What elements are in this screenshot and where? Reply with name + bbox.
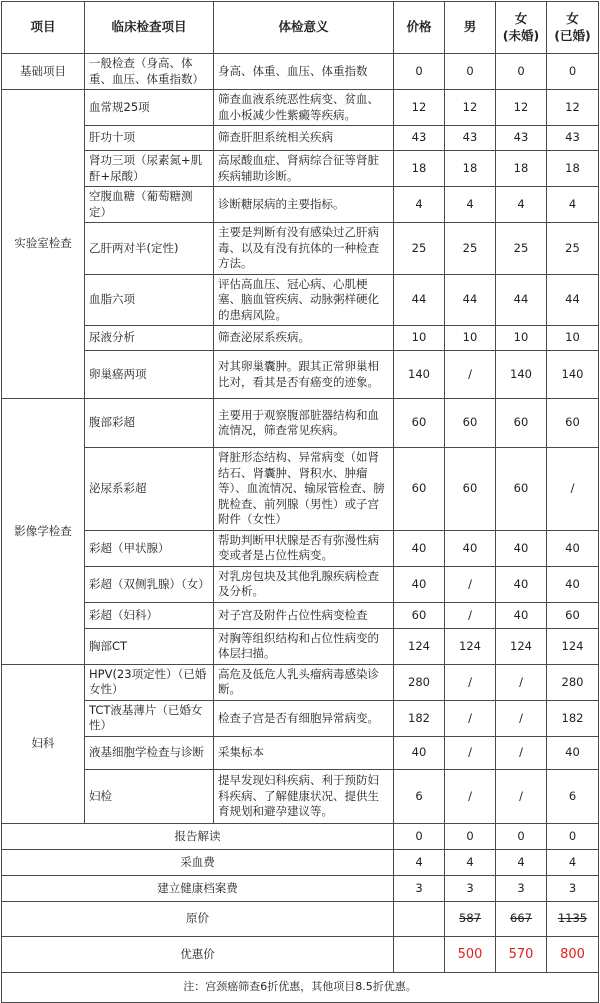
female-unmarried-price-cell: 18 [496,151,547,187]
service-label: 采血费 [2,849,394,875]
female-unmarried-price-cell: 4 [496,187,547,223]
group-name: 妇科 [2,664,85,823]
exam-meaning: 提早发现妇科疾病、利于预防妇科疾病、了解健康状况、提供生育规划和避孕建议等。 [214,769,394,823]
male-price-cell: 25 [445,223,496,275]
female-unmarried-price-cell: 12 [496,90,547,126]
price-cell: 40 [394,530,445,566]
female-married-price-cell: 3 [547,875,599,901]
table-row [2,351,599,399]
exam-meaning: 对其卵巢囊肿。跟其正常卵巢相比对，看其是否有癌变的迹象。 [214,351,394,399]
male-price-cell: 12 [445,90,496,126]
female-unmarried-price-cell: 43 [496,126,547,151]
table-body [2,54,599,1003]
price-cell: 25 [394,223,445,275]
female-unmarried-price-cell: 60 [496,399,547,448]
price-cell: 182 [394,700,445,736]
table-row [2,54,599,90]
female-married-price-cell: 182 [547,700,599,736]
service-row [2,823,599,849]
male-price-cell: 60 [445,399,496,448]
exam-item-name: 彩超（双侧乳腺）（女） [85,566,214,602]
female-married-price-cell: 4 [547,187,599,223]
male-price-cell: / [445,664,496,700]
price-cell: 124 [394,628,445,664]
female-married-price-cell: 12 [547,90,599,126]
exam-item-name: 泌尿系彩超 [85,448,214,531]
male-price-cell: 0 [445,823,496,849]
original-price-male: 587 [445,901,496,936]
exam-item-name: 乙肝两对半(定性) [85,223,214,275]
male-price-cell: / [445,769,496,823]
male-price-cell: 124 [445,628,496,664]
male-price-cell: 43 [445,126,496,151]
male-price-cell: 3 [445,875,496,901]
exam-meaning: 筛查泌尿系疾病。 [214,326,394,351]
header-female-married: 女 (已婚) [547,2,599,54]
exam-meaning: 筛查血液系统恶性病变、贫血、血小板减少性紫癜等疾病。 [214,90,394,126]
price-cell-empty [394,901,445,936]
table-row [2,151,599,187]
female-unmarried-price-cell: 44 [496,274,547,326]
table-row [2,769,599,823]
price-cell: 40 [394,566,445,602]
table-row [2,448,599,531]
female-married-price-cell: 140 [547,351,599,399]
female-married-price-cell: 0 [547,823,599,849]
table-row [2,736,599,769]
note-row [2,972,599,1002]
header-meaning: 体检意义 [214,2,394,54]
original-price-female-unmarried: 667 [496,901,547,936]
female-unmarried-price-cell: 140 [496,351,547,399]
header-item: 临床检查项目 [85,2,214,54]
exam-item-name: 尿液分析 [85,326,214,351]
exam-meaning: 检查子宫是否有细胞异常病变。 [214,700,394,736]
header-category: 项目 [2,2,85,54]
exam-meaning: 评估高血压、冠心病、心肌梗塞、脑血管疾病、动脉粥样硬化的患病风险。 [214,274,394,326]
original-price-row [2,901,599,936]
price-cell: 0 [394,54,445,90]
service-label: 建立健康档案费 [2,875,394,901]
service-row [2,849,599,875]
table-row [2,628,599,664]
female-unmarried-price-cell: 60 [496,448,547,531]
exam-item-name: 彩超（妇科） [85,602,214,628]
male-price-cell: / [445,700,496,736]
exam-meaning: 诊断糖尿病的主要指标。 [214,187,394,223]
male-price-cell: 18 [445,151,496,187]
female-unmarried-price-cell: 25 [496,223,547,275]
female-unmarried-price-cell: 0 [496,54,547,90]
exam-item-name: 血常规25项 [85,90,214,126]
female-married-price-cell: 44 [547,274,599,326]
exam-item-name: 液基细胞学检查与诊断 [85,736,214,769]
male-price-cell: 0 [445,54,496,90]
table-row [2,90,599,126]
price-cell: 60 [394,448,445,531]
service-label: 报告解读 [2,823,394,849]
price-cell: 4 [394,187,445,223]
table-row [2,700,599,736]
group-name: 影像学检查 [2,399,85,665]
price-cell: 140 [394,351,445,399]
female-unmarried-price-cell: / [496,736,547,769]
female-unmarried-price-cell: 40 [496,566,547,602]
exam-meaning: 肾脏形态结构、异常病变（如肾结石、肾囊肿、肾积水、肿瘤等）、血流情况、输尿管检查、膀胱检查、前列腺（男性）或子宫附件（女性） [214,448,394,531]
exam-item-name: 卵巢癌两项 [85,351,214,399]
exam-meaning: 采集标本 [214,736,394,769]
exam-item-name: 一般检查（身高、体重、血压、体重指数） [85,54,214,90]
exam-item-name: HPV(23项定性）（已婚女性） [85,664,214,700]
price-cell: 43 [394,126,445,151]
exam-item-name: TCT液基薄片（已婚女性） [85,700,214,736]
male-price-cell: / [445,351,496,399]
exam-item-name: 腹部彩超 [85,399,214,448]
price-cell: 4 [394,849,445,875]
female-married-price-cell: 124 [547,628,599,664]
table-row [2,602,599,628]
exam-item-name: 彩超（甲状腺） [85,530,214,566]
exam-meaning: 高危及低危人乳头瘤病毒感染诊断。 [214,664,394,700]
female-unmarried-price-cell: 0 [496,823,547,849]
male-price-cell: 10 [445,326,496,351]
female-unmarried-price-cell: 10 [496,326,547,351]
original-price-label: 原价 [2,901,394,936]
exam-item-name: 空腹血糖（葡萄糖测定） [85,187,214,223]
exam-meaning: 对子宫及附件占位性病变检查 [214,602,394,628]
exam-item-name: 肾功三项（尿素氮+肌酐+尿酸） [85,151,214,187]
female-married-price-cell: 18 [547,151,599,187]
table-row [2,530,599,566]
exam-meaning: 身高、体重、血压、体重指数 [214,54,394,90]
exam-price-table [1,1,599,1003]
female-married-price-cell: 40 [547,566,599,602]
female-married-price-cell: 10 [547,326,599,351]
exam-item-name: 肝功十项 [85,126,214,151]
female-unmarried-price-cell: / [496,700,547,736]
discount-price-label: 优惠价 [2,936,394,972]
exam-meaning: 对乳房包块及其他乳腺疾病检查及分析。 [214,566,394,602]
female-unmarried-price-cell: 4 [496,849,547,875]
price-cell: 10 [394,326,445,351]
price-cell: 280 [394,664,445,700]
exam-meaning: 主要用于观察腹部脏器结构和血流情况，筛查常见疾病。 [214,399,394,448]
female-married-price-cell: 60 [547,602,599,628]
header-male: 男 [445,2,496,54]
female-unmarried-price-cell: 3 [496,875,547,901]
female-married-price-cell: 60 [547,399,599,448]
price-cell: 6 [394,769,445,823]
table-row [2,223,599,275]
male-price-cell: / [445,602,496,628]
male-price-cell: 40 [445,530,496,566]
female-unmarried-price-cell: 40 [496,602,547,628]
female-married-price-cell: 4 [547,849,599,875]
table-row [2,274,599,326]
female-married-price-cell: 40 [547,736,599,769]
original-price-female-married: 1135 [547,901,599,936]
discount-price-female-unmarried: 570 [496,936,547,972]
group-name: 基础项目 [2,54,85,90]
exam-meaning: 高尿酸血症、肾病综合征等肾脏疾病辅助诊断。 [214,151,394,187]
female-unmarried-price-cell: 124 [496,628,547,664]
male-price-cell: 60 [445,448,496,531]
male-price-cell: / [445,736,496,769]
service-row [2,875,599,901]
price-cell: 60 [394,399,445,448]
header-price: 价格 [394,2,445,54]
male-price-cell: 4 [445,849,496,875]
female-unmarried-price-cell: / [496,769,547,823]
header-row [2,2,599,54]
table-row [2,399,599,448]
price-cell: 3 [394,875,445,901]
exam-item-name: 妇检 [85,769,214,823]
table-row [2,187,599,223]
table-row [2,566,599,602]
discount-note: 注：宫颈癌筛查6折优惠，其他项目8.5折优惠。 [2,972,599,1002]
female-married-price-cell: 40 [547,530,599,566]
exam-meaning: 对胸等组织结构和占位性病变的体层扫描。 [214,628,394,664]
male-price-cell: 4 [445,187,496,223]
female-married-price-cell: 6 [547,769,599,823]
exam-meaning: 筛查肝胆系统相关疾病 [214,126,394,151]
discount-price-male: 500 [445,936,496,972]
female-married-price-cell: 280 [547,664,599,700]
exam-meaning: 帮助判断甲状腺是否有弥漫性病变或者是占位性病变。 [214,530,394,566]
male-price-cell: / [445,566,496,602]
header-female-unmarried: 女 (未婚) [496,2,547,54]
table-row [2,326,599,351]
discount-price-female-married: 800 [547,936,599,972]
female-unmarried-price-cell: / [496,664,547,700]
price-cell: 18 [394,151,445,187]
price-cell: 0 [394,823,445,849]
price-cell: 60 [394,602,445,628]
price-cell: 44 [394,274,445,326]
discount-price-row [2,936,599,972]
exam-item-name: 胸部CT [85,628,214,664]
female-married-price-cell: / [547,448,599,531]
group-name: 实验室检查 [2,90,85,399]
table-row [2,664,599,700]
price-cell: 40 [394,736,445,769]
male-price-cell: 44 [445,274,496,326]
exam-meaning: 主要是判断有没有感染过乙肝病毒、以及有没有抗体的一种检查方法。 [214,223,394,275]
female-unmarried-price-cell: 40 [496,530,547,566]
price-cell-empty [394,936,445,972]
price-cell: 12 [394,90,445,126]
table-row [2,126,599,151]
female-married-price-cell: 0 [547,54,599,90]
exam-item-name: 血脂六项 [85,274,214,326]
female-married-price-cell: 43 [547,126,599,151]
female-married-price-cell: 25 [547,223,599,275]
